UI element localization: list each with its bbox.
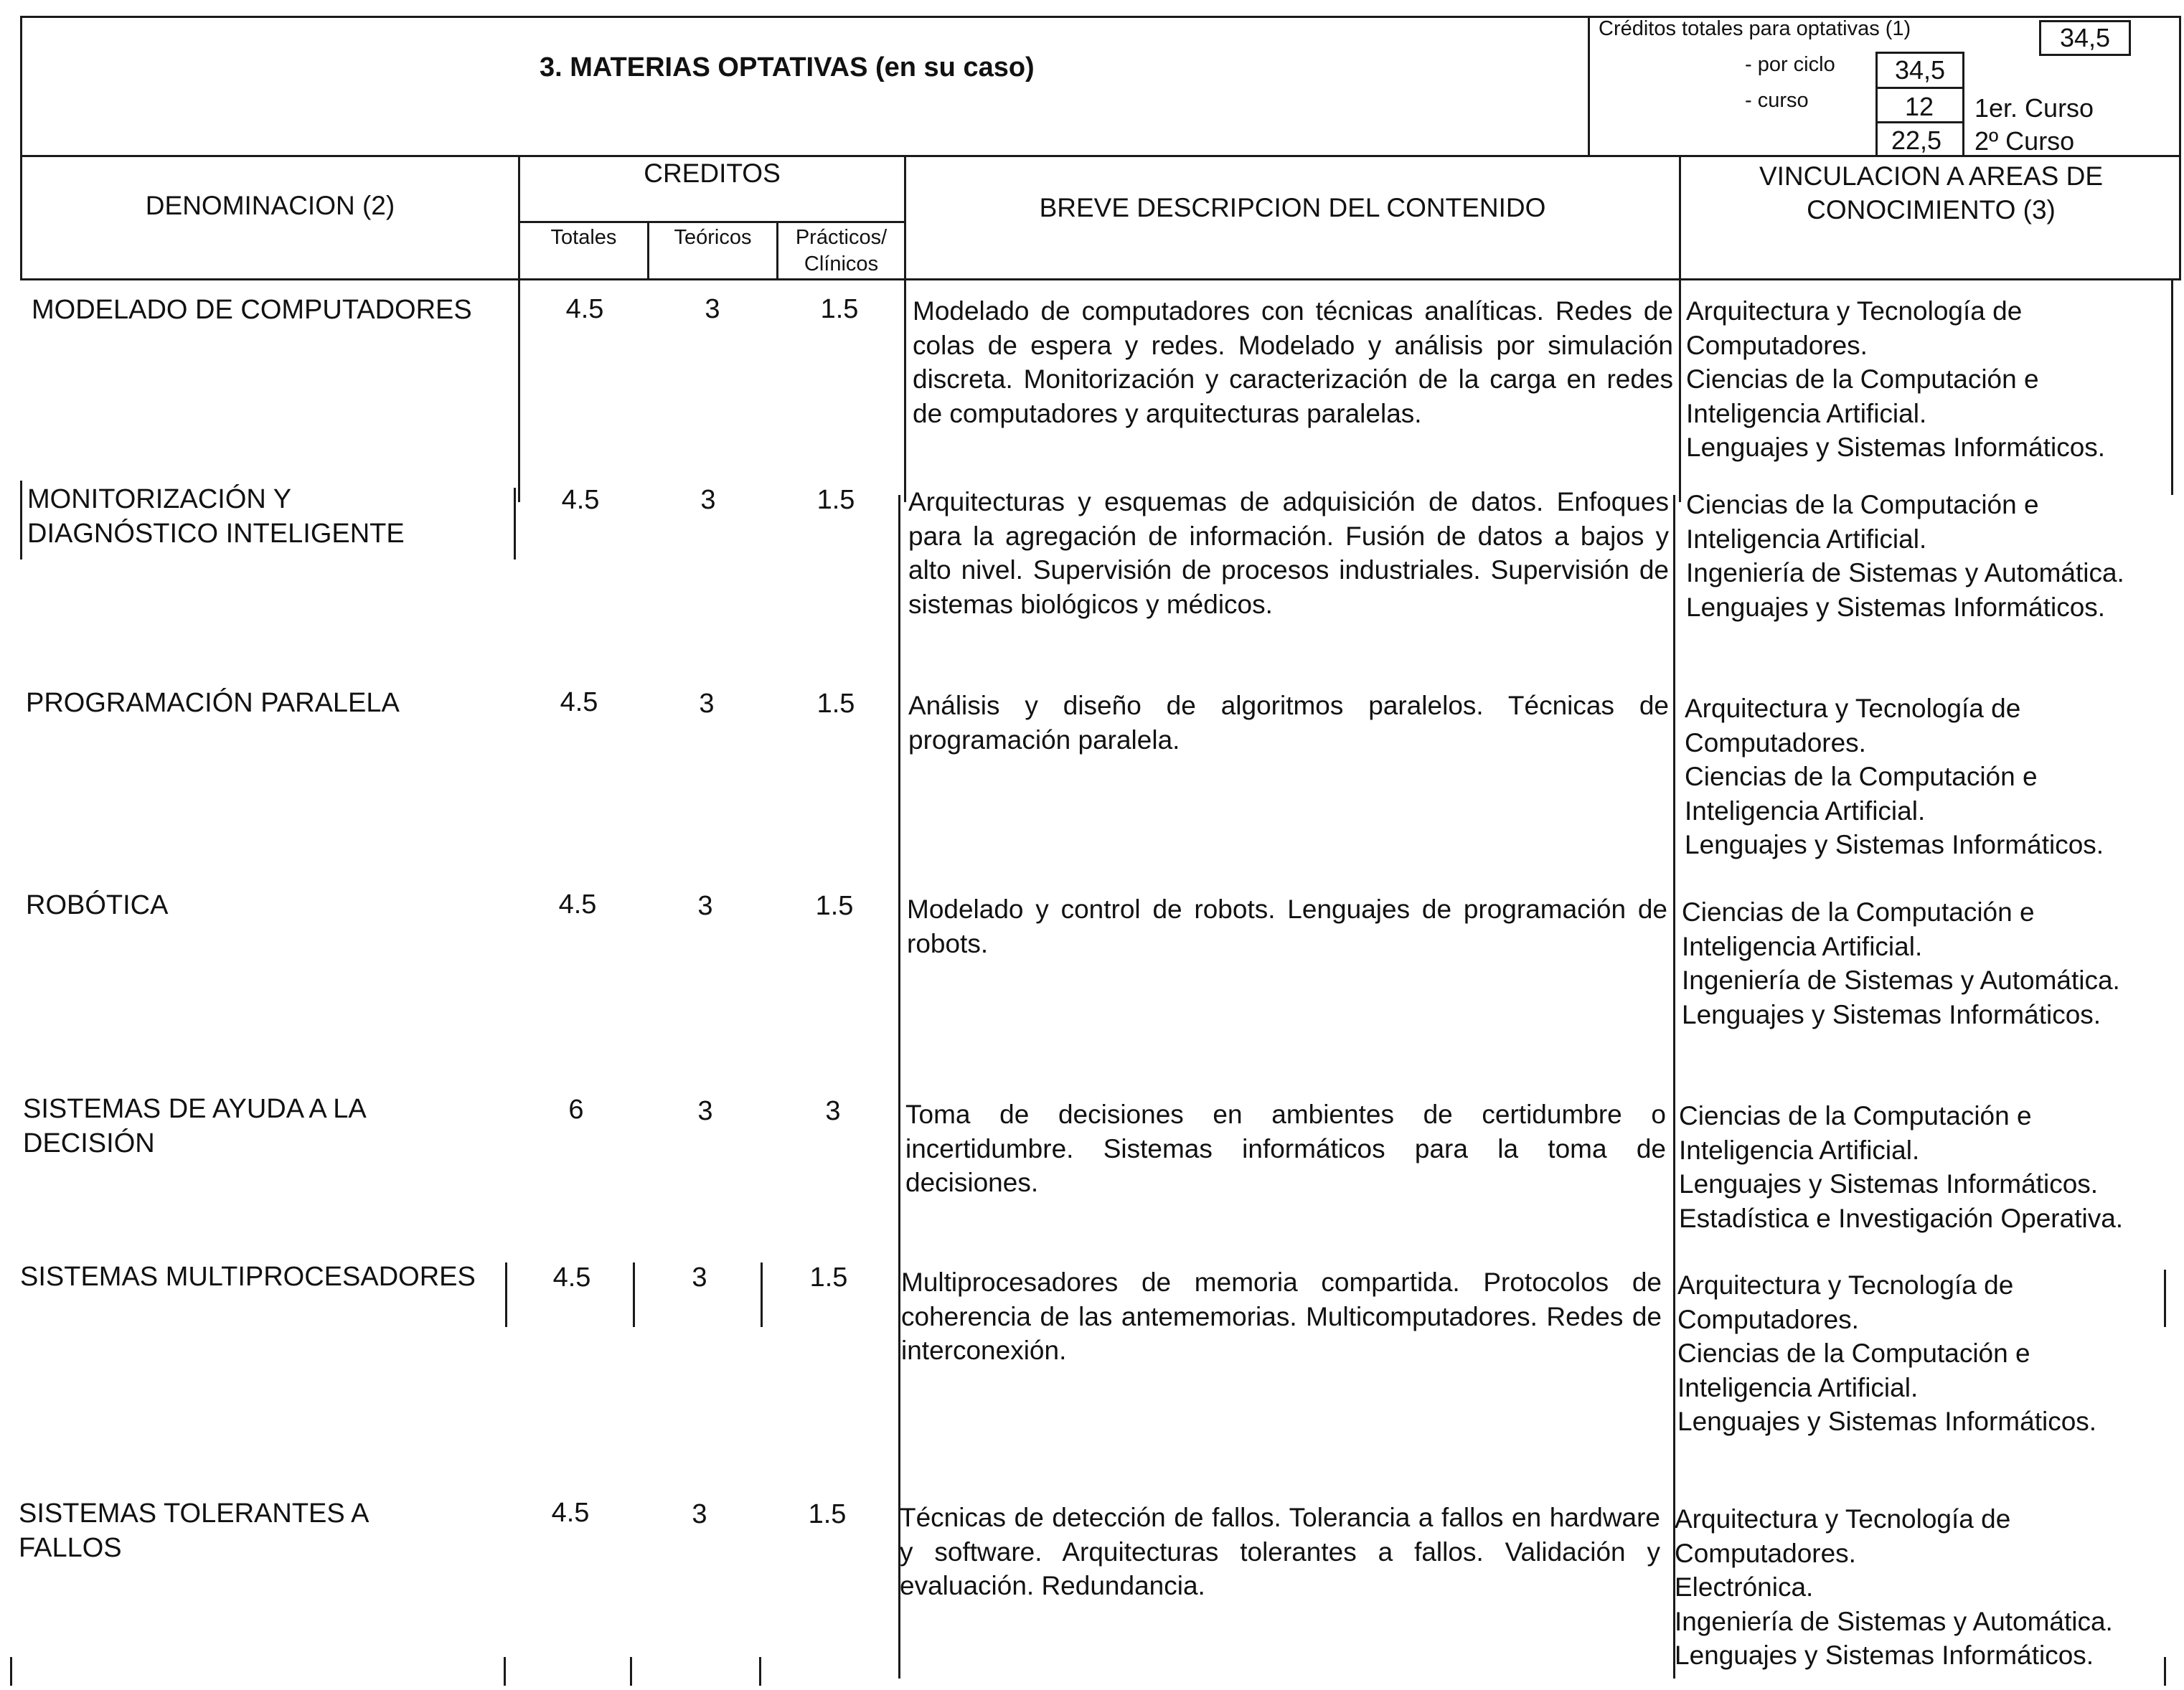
row-teoricos: 3 — [700, 485, 716, 515]
col-header-practicos — [778, 225, 904, 278]
row-practicos: 3 — [825, 1096, 841, 1126]
body-line — [20, 481, 22, 560]
row-description: Modelado de computadores con técnicas analíticas. Redes de colas de espera y redes. Modelado y análisis por simulación discreta. Monitorización y caracterización de la carga en redes de computadores y arquitecturas paralelas. — [913, 296, 1673, 428]
body-line — [504, 1657, 506, 1686]
row-name: PROGRAMACIÓN PARALELA — [26, 688, 400, 718]
row-areas: Ciencias de la Computación e Inteligencia Artificial. Lenguajes y Sistemas Informáticos. Estadística e Investigación Operativa. — [1679, 1101, 2124, 1233]
curso-2-value: 22,5 — [1891, 126, 1942, 155]
row-description: Toma de decisiones en ambientes de certidumbre o incertidumbre. Sistemas informáticos para la toma de decisiones. — [905, 1100, 1666, 1197]
row-areas: Arquitectura y Tecnología de Computadores. Ciencias de la Computación e Inteligencia Artificial. Lenguajes y Sistemas Informáticos. — [1677, 1270, 2097, 1436]
row-name: SISTEMAS MULTIPROCESADORES — [20, 1262, 476, 1292]
body-line — [1679, 280, 1681, 502]
curso-1-value: 12 — [1905, 92, 1934, 121]
row-totales: 4.5 — [552, 1262, 591, 1293]
total-optativas-value: 34,5 — [2039, 20, 2131, 56]
body-line — [10, 1657, 12, 1686]
row-description: Análisis y diseño de algoritmos paralelos. Técnicas de programación paralela. — [908, 691, 1669, 755]
por-ciclo-value: 34,5 — [1875, 52, 1964, 89]
row-description: Técnicas de detección de fallos. Tolerancia a fallos en hardware y software. Arquitecturas tolerantes a fallos. Validación y evaluación. Redundancia. — [900, 1503, 1660, 1600]
row-practicos: 1.5 — [809, 1262, 848, 1293]
row-areas: Arquitectura y Tecnología de Computadores. Ciencias de la Computación e Inteligencia Artificial. Lenguajes y Sistemas Informáticos. — [1686, 296, 2106, 462]
col-header-denominacion: DENOMINACION (2) — [145, 191, 395, 220]
body-line — [2164, 1270, 2166, 1327]
row-totales: 4.5 — [560, 687, 598, 717]
curso-1-label: 1er. Curso — [1974, 93, 2094, 123]
row-teoricos: 3 — [697, 891, 713, 921]
col-header-totales: Totales — [550, 226, 617, 249]
curso-2-label: 2º Curso — [1974, 126, 2075, 156]
body-line — [761, 1262, 763, 1327]
row-areas: Ciencias de la Computación e Inteligencia Artificial. Ingeniería de Sistemas y Automática. Lenguajes y Sistemas Informáticos. — [1686, 490, 2124, 622]
row-totales: 4.5 — [551, 1498, 590, 1528]
row-teoricos: 3 — [697, 1096, 713, 1126]
row-name: MODELADO DE COMPUTADORES — [32, 295, 472, 325]
credits-subheader-line — [518, 221, 905, 223]
header-bottom-border — [20, 155, 2181, 157]
row-practicos: 1.5 — [816, 689, 855, 719]
curso-label: - curso — [1745, 89, 1809, 112]
row-areas: Arquitectura y Tecnología de Computadores. Ciencias de la Computación e Inteligencia Artificial. Lenguajes y Sistemas Informáticos. — [1685, 694, 2104, 859]
row-areas: Arquitectura y Tecnología de Computadores. Electrónica. Ingeniería de Sistemas y Automática. Lenguajes y Sistemas Informáticos. — [1675, 1504, 2113, 1670]
row-practicos: 1.5 — [816, 485, 855, 515]
row-description: Arquitecturas y esquemas de adquisición de datos. Enfoques para la agregación de información. Fusión de datos a bajos y alto nivel. Supervisión de procesos industriales. Supervisión de sistemas biológicos y médicos. — [908, 487, 1669, 619]
row-name: SISTEMAS DE AYUDA A LA DECISIÓN — [23, 1094, 365, 1158]
row-areas: Ciencias de la Computación e Inteligencia Artificial. Ingeniería de Sistemas y Automática. Lenguajes y Sistemas Informáticos. — [1682, 897, 2120, 1029]
body-line — [514, 488, 516, 560]
row-totales: 4.5 — [565, 294, 604, 324]
row-teoricos: 3 — [692, 1262, 707, 1293]
header-divider-vertical — [1588, 16, 1590, 156]
page-title: 3. MATERIAS OPTATIVAS (en su caso) — [540, 52, 1035, 82]
body-line — [630, 1657, 632, 1686]
header-left-border — [20, 16, 22, 280]
row-name: SISTEMAS TOLERANTES A FALLOS — [19, 1498, 368, 1563]
body-line — [1673, 495, 1675, 1679]
body-line — [904, 280, 906, 502]
columns-bottom-border — [20, 278, 2181, 280]
row-totales: 4.5 — [561, 485, 600, 515]
col-header-teoricos: Teóricos — [674, 226, 752, 249]
row-teoricos: 3 — [692, 1499, 707, 1529]
body-line — [2171, 280, 2173, 495]
row-totales: 6 — [568, 1095, 584, 1125]
row-name: ROBÓTICA — [26, 890, 169, 920]
total-optativas-label: Créditos totales para optativas (1) — [1599, 17, 1911, 40]
col-header-creditos: CREDITOS — [644, 159, 781, 188]
row-name: MONITORIZACIÓN Y DIAGNÓSTICO INTELIGENTE — [27, 484, 405, 549]
col-header-practicos-line2: Clínicos — [804, 252, 879, 275]
row-teoricos: 3 — [699, 689, 715, 719]
col-header-practicos-line1: Prácticos/ — [795, 226, 888, 249]
col-header-descripcion: BREVE DESCRIPCION DEL CONTENIDO — [1039, 193, 1546, 222]
por-ciclo-label: - por ciclo — [1745, 53, 1835, 76]
row-totales: 4.5 — [558, 889, 597, 920]
body-line — [2164, 1657, 2166, 1686]
header-right-border — [2179, 16, 2181, 280]
body-line — [759, 1657, 761, 1686]
row-description: Multiprocesadores de memoria compartida. Protocolos de coherencia de las antememorias. Multicomputadores. Redes de interconexión. — [901, 1268, 1662, 1365]
row-practicos: 1.5 — [808, 1499, 847, 1529]
row-description: Modelado y control de robots. Lenguajes de programación de robots. — [907, 894, 1667, 958]
body-line — [518, 280, 520, 502]
col-header-vinculacion-line2: CONOCIMIENTO (3) — [1807, 195, 2056, 225]
col-header-vinculacion-line1: VINCULACION A AREAS DE — [1759, 161, 2104, 191]
row-teoricos: 3 — [705, 294, 720, 324]
col-header-vinculacion — [1681, 159, 2181, 227]
body-line — [633, 1262, 635, 1327]
row-practicos: 1.5 — [820, 294, 859, 324]
row-practicos: 1.5 — [815, 891, 854, 921]
